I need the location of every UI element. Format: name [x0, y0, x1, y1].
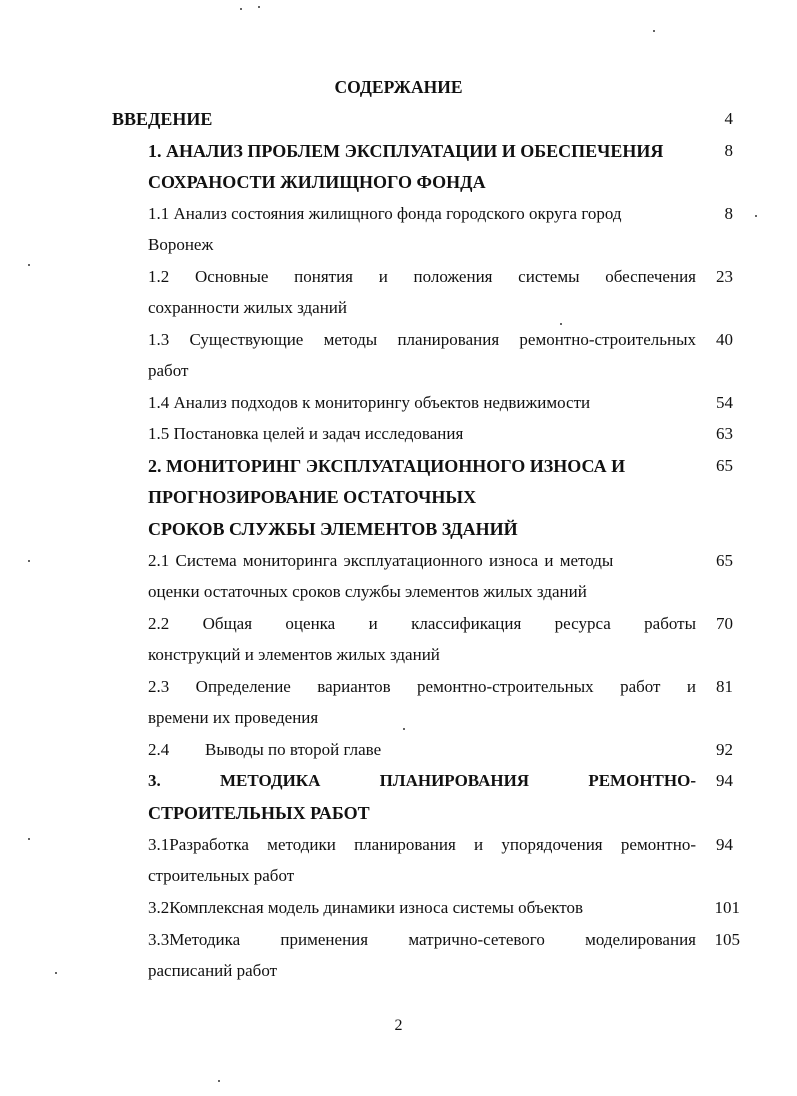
- scan-speck: [240, 8, 242, 10]
- toc-chapter-3-line-2: СТРОИТЕЛЬНЫХ РАБОТ: [148, 803, 370, 823]
- toc-page-number: 63: [716, 424, 733, 443]
- toc-page-number: 8: [724, 204, 733, 223]
- toc-section-1-1-line-2: Воронеж: [148, 235, 214, 254]
- toc-section-1-3-line-1: 1.3 Существующие методы планирования ремонтно-строительных: [148, 330, 696, 349]
- toc-section-2-2-line-2: конструкций и элементов жилых зданий: [148, 645, 440, 664]
- toc-title: СОДЕРЖАНИЕ: [334, 77, 463, 97]
- scan-speck: [28, 560, 30, 562]
- toc-section-2-4-number: 2.4: [148, 740, 170, 759]
- toc-chapter-2-line-3: СРОКОВ СЛУЖБЫ ЭЛЕМЕНТОВ ЗДАНИЙ: [148, 519, 518, 539]
- toc-section-3-3-line-1: 3.3Методика применения матрично-сетевого моделирования: [148, 930, 696, 949]
- scan-speck: [653, 30, 655, 32]
- toc-section-2-4-title: Выводы по второй главе: [205, 740, 382, 759]
- toc-page-number: 23: [716, 267, 733, 286]
- toc-page-number: 65: [716, 456, 733, 475]
- scan-speck: [560, 323, 562, 325]
- toc-chapter-1-line-1: 1. АНАЛИЗ ПРОБЛЕМ ЭКСПЛУАТАЦИИ И ОБЕСПЕЧЕНИЯ: [148, 141, 664, 161]
- toc-section-1-2-line-2: сохранности жилых зданий: [148, 298, 348, 317]
- toc-page-number: 105: [714, 930, 740, 949]
- toc-page-number: 94: [716, 835, 733, 854]
- toc-page-number: 94: [716, 771, 733, 790]
- toc-page-number: 54: [716, 393, 733, 412]
- toc-page-number: 92: [716, 740, 733, 759]
- toc-page-number: 70: [716, 614, 733, 633]
- toc-page-number: 8: [724, 141, 733, 160]
- toc-section-1-1-line-1: 1.1 Анализ состояния жилищного фонда городского округа город: [148, 204, 622, 223]
- toc-entry-introduction: ВВЕДЕНИЕ: [112, 109, 213, 129]
- toc-section-1-3-line-2: работ: [148, 361, 189, 380]
- toc-chapter-3-line-1: 3. МЕТОДИКА ПЛАНИРОВАНИЯ РЕМОНТНО-: [148, 771, 696, 790]
- toc-section-2-3-line-1: 2.3 Определение вариантов ремонтно-строительных работ и: [148, 677, 696, 696]
- toc-section-3-1-line-1: 3.1Разработка методики планирования и упорядочения ремонтно-: [148, 835, 696, 854]
- toc-page-number: 81: [716, 677, 733, 696]
- toc-chapter-2-line-1: 2. МОНИТОРИНГ ЭКСПЛУАТАЦИОННОГО ИЗНОСА И: [148, 456, 626, 476]
- scan-speck: [403, 728, 405, 730]
- toc-section-2-1-line-1: 2.1 Система мониторинга эксплуатационного износа и методы: [148, 551, 614, 570]
- toc-page-number: 40: [716, 330, 733, 349]
- toc-chapter-2-line-2: ПРОГНОЗИРОВАНИЕ ОСТАТОЧНЫХ: [148, 487, 477, 507]
- scan-speck: [28, 264, 30, 266]
- toc-section-1-4: 1.4 Анализ подходов к мониторингу объектов недвижимости: [148, 393, 591, 412]
- toc-page-number: 4: [724, 109, 733, 128]
- toc-section-3-2: 3.2Комплексная модель динамики износа системы объектов: [148, 898, 584, 917]
- toc-section-2-3-line-2: времени их проведения: [148, 708, 319, 727]
- toc-section-2-1-line-2: оценки остаточных сроков службы элементов жилых зданий: [148, 582, 587, 601]
- toc-section-3-3-line-2: расписаний работ: [148, 961, 278, 980]
- page-number: 2: [394, 1017, 403, 1034]
- scan-speck: [755, 215, 757, 217]
- scan-speck: [258, 6, 260, 8]
- toc-section-2-2-line-1: 2.2 Общая оценка и классификация ресурса работы: [148, 614, 696, 633]
- toc-section-1-2-line-1: 1.2 Основные понятия и положения системы обеспечения: [148, 267, 696, 286]
- scan-speck: [28, 838, 30, 840]
- toc-section-3-1-line-2: строительных работ: [148, 866, 295, 885]
- toc-section-1-5: 1.5 Постановка целей и задач исследования: [148, 424, 464, 443]
- scan-speck: [55, 972, 57, 974]
- toc-page-number: 65: [716, 551, 733, 570]
- scan-speck: [218, 1080, 220, 1082]
- toc-chapter-1-line-2: СОХРАНОСТИ ЖИЛИЩНОГО ФОНДА: [148, 172, 486, 192]
- toc-page-number: 101: [714, 898, 740, 917]
